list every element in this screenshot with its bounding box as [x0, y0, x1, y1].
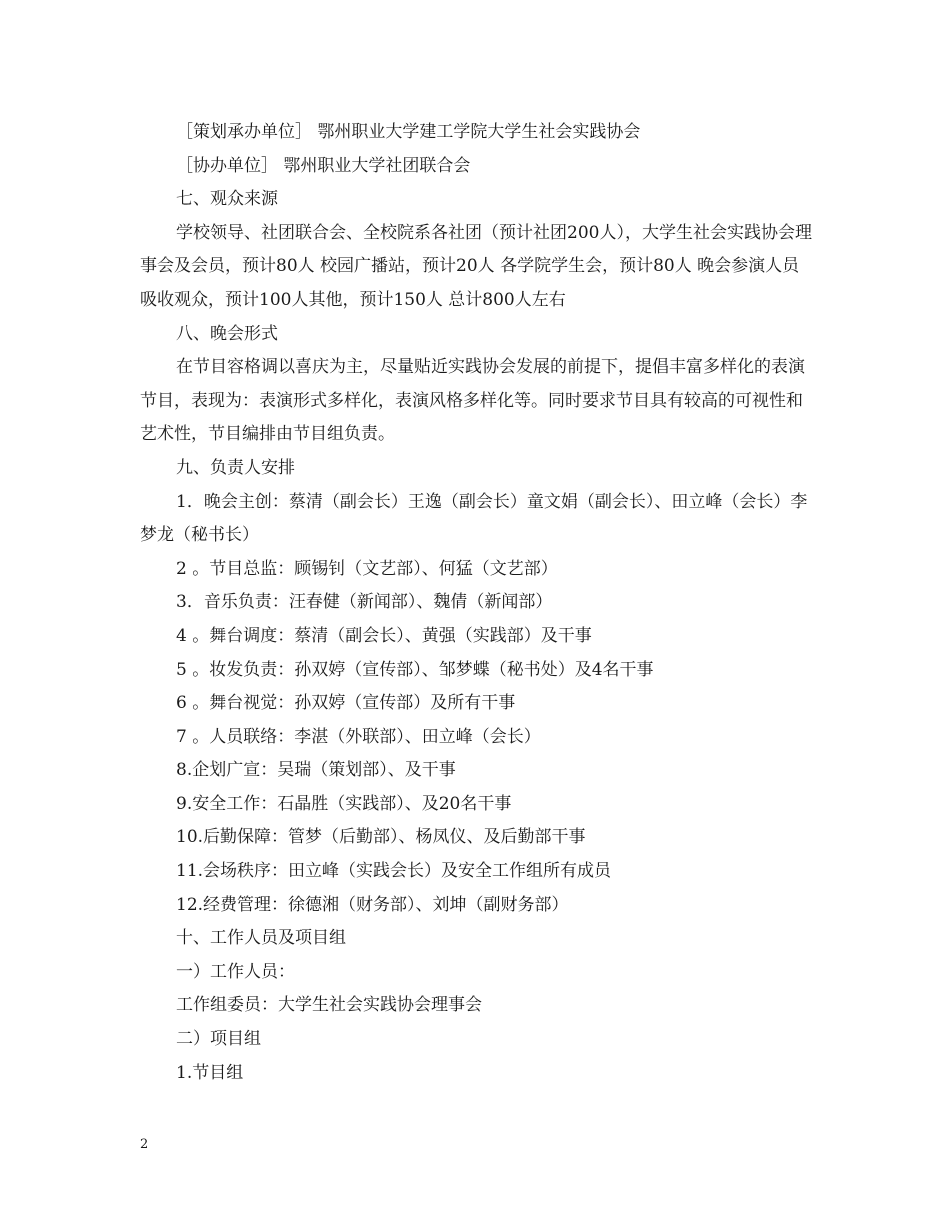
- paragraph-co-organizer: ［协办单位］ 鄂州职业大学社团联合会: [176, 155, 471, 176]
- list-item: 6 。舞台视觉：孙双婷（宣传部）及所有干事: [176, 693, 516, 714]
- list-item: 4 。舞台调度：蔡清（副会长）、黄强（实践部）及干事: [176, 625, 592, 646]
- list-item: 9.安全工作：石晶胜（实践部）、及20名干事: [176, 793, 512, 814]
- list-item: 11.会场秩序：田立峰（实践会长）及安全工作组所有成员: [176, 861, 612, 882]
- paragraph-audience-detail: 学校领导、社团联合会、全校院系各社团（预计社团200人），大学生社会实践协会理事会及会员，预计80人 校园广播站，预计20人 各学院学生会，预计80人 晚会参演人员吸收观众，预计100人其他，预计150人 总计800人左右: [140, 222, 812, 310]
- subheading-project-groups: 二）项目组: [176, 1029, 261, 1050]
- heading-audience-source: 七、观众来源: [176, 189, 278, 210]
- list-item: 5 。妆发负责：孙双婷（宣传部）、邹梦蝶（秘书处）及4名干事: [176, 659, 654, 680]
- subheading-program-group: 1.节目组: [176, 1062, 244, 1083]
- paragraph-organizer: ［策划承办单位］ 鄂州职业大学建工学院大学生社会实践协会: [176, 122, 641, 142]
- page-number: 2: [140, 1137, 149, 1152]
- heading-responsible-persons: 九、负责人安排: [176, 457, 295, 478]
- list-item: 8.企划广宣：吴瑞（策划部）、及干事: [176, 760, 456, 781]
- list-item: 10.后勤保障：管梦（后勤部）、杨凤仪、及后勤部干事: [176, 827, 586, 848]
- paragraph-committee: 工作组委员：大学生社会实践协会理事会: [176, 995, 482, 1016]
- heading-gala-format: 八、晚会形式: [176, 323, 278, 344]
- list-item: 3．音乐负责：汪春健（新闻部）、魏倩（新闻部）: [176, 592, 553, 613]
- subheading-staff: 一）工作人员：: [176, 961, 295, 982]
- list-item: 7 。人员联络：李湛（外联部）、田立峰（会长）: [176, 726, 541, 747]
- paragraph-gala-format-detail: 在节目容格调以喜庆为主，尽量贴近实践协会发展的前提下，提倡丰富多样化的表演节目，表现为：表演形式多样化，表演风格多样化等。同时要求节目具有较高的可视性和艺术性，节目编排由节目组负责。: [140, 357, 805, 445]
- list-item: 2 。节目总监：顾锡钊（文艺部）、何猛（文艺部）: [176, 558, 558, 579]
- heading-staff-and-groups: 十、工作人员及项目组: [176, 928, 346, 949]
- document-body: [140, 116, 812, 1090]
- list-item: 1．晚会主创：蔡清（副会长）王逸（副会长）童文娟（副会长）、田立峰（会长）李梦龙（秘书长）: [140, 491, 808, 546]
- list-item: 12.经费管理：徐德湘（财务部）、刘坤（副财务部）: [176, 894, 569, 915]
